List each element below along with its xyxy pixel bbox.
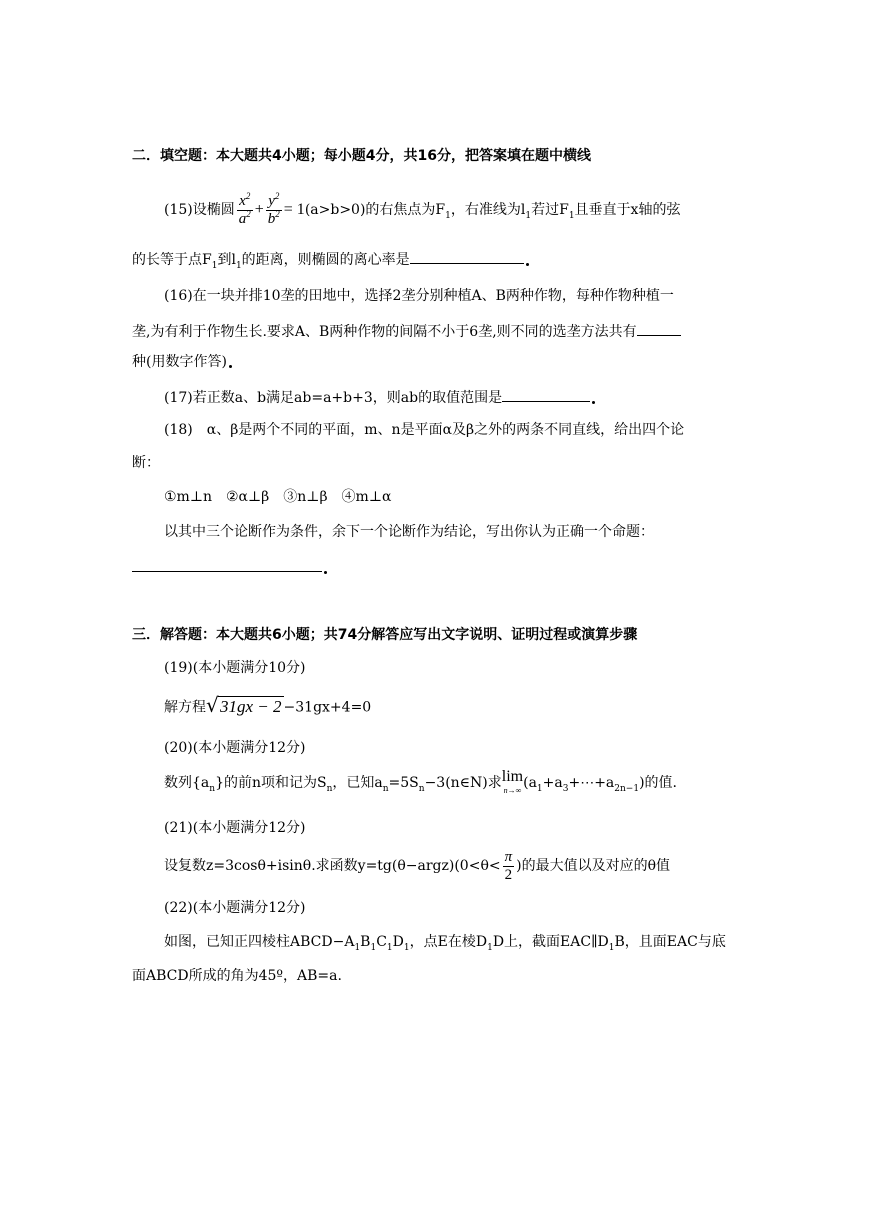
q15-line2: 的长等于点$F_1$到$l_1$的距离，则椭圆的离心率是	[132, 248, 529, 270]
q19-sqrt: √ 31gx − 2	[206, 693, 282, 717]
q16-line2: 垄,为有利于作物生长.要求A、B两种作物的间隔不小于6垄,则不同的选垄方法共有	[132, 320, 681, 342]
q21-title: (21)(本小题满分12分)	[164, 820, 306, 836]
q20-title: (20)(本小题满分12分)	[164, 740, 306, 756]
q22-line1: 如图，已知正四棱柱$ABCD-A_1B_1C_1D_1$，点E在棱$D_1D$上，截面$EAC\parallel D_1B$，且面EAC与底	[164, 934, 726, 953]
q15-frac-x: $\frac{x^2}{a^2}$	[238, 190, 251, 227]
q17-line: (17)若正数a、b满足ab=a+b+3，则ab的取值范围是	[164, 386, 595, 408]
section2-heading: 二．填空题：本大题共4小题；每小题4分，共16分，把答案填在题中横线	[132, 148, 591, 164]
q17-answer-blank[interactable]	[502, 386, 590, 402]
q18-options: ①m⊥n ②α⊥β ③n⊥β ④m⊥α	[164, 489, 392, 505]
q22-line2: 面ABCD所成的角为45º，AB=a.	[132, 968, 342, 984]
q19-title: (19)(本小题满分10分)	[164, 660, 306, 676]
q15-answer-blank[interactable]	[410, 248, 524, 264]
q15-frac-y: $\frac{y^2}{b^2}$	[267, 190, 280, 227]
q15-cond: (a>b>0)的右焦点为F	[304, 202, 446, 218]
q20-limit: lim n→∞	[501, 768, 524, 795]
q18-line2: 断：	[132, 455, 160, 471]
q15-eq: = 1	[283, 201, 305, 218]
q15-line1: (15)设椭圆 $\frac{x^2}{a^2}$ + $\frac{y^2}{b^2}$ = 1(a>b>0)的右焦点为$F_1$，右准线为$l_1$若过$F_1$且垂直于x轴的弦	[164, 190, 681, 227]
q21-frac-pi: $\frac{\pi}{2}$	[504, 848, 513, 883]
section3-heading: 三．解答题：本大题共6小题；共74分解答应写出文字说明、证明过程或演算步骤	[132, 627, 638, 643]
q16-line3: 种(用数字作答)	[132, 352, 232, 372]
q22-title: (22)(本小题满分12分)	[164, 900, 306, 916]
q15-prefix: (15)设椭圆	[164, 202, 235, 218]
q18-answer-blank[interactable]	[132, 556, 322, 572]
q18-line1: (18) α、β是两个不同的平面，m、n是平面α及β之外的两条不同直线，给出四个论	[164, 422, 685, 438]
q19-equation: 解方程 √ 31gx − 2 −31gx+4=0	[164, 692, 371, 723]
q21-text: 设复数z=3cosθ+isinθ.求函数y=tg(θ−argz)(0<θ< $\frac{\pi}{2}$ )的最大值以及对应的θ值	[164, 848, 671, 883]
q16-line1: (16)在一块并排10垄的田地中，选择2垄分别种植A、B两种作物，每种作物种植一	[164, 288, 674, 304]
q20-text: 数列$\{a_n\}$的前n项和记为$S_n$，已知$a_n=5S_n-3(n\in N)$求 lim n→∞ $(a_1+a_3+\cdots+a_{2n-1})$的值.	[164, 768, 677, 795]
q18-line3: 以其中三个论断作为条件，余下一个论断作为结论，写出你认为正确一个命题：	[164, 524, 654, 540]
q18-answer-line	[132, 556, 327, 578]
q16-answer-blank[interactable]	[637, 320, 681, 336]
